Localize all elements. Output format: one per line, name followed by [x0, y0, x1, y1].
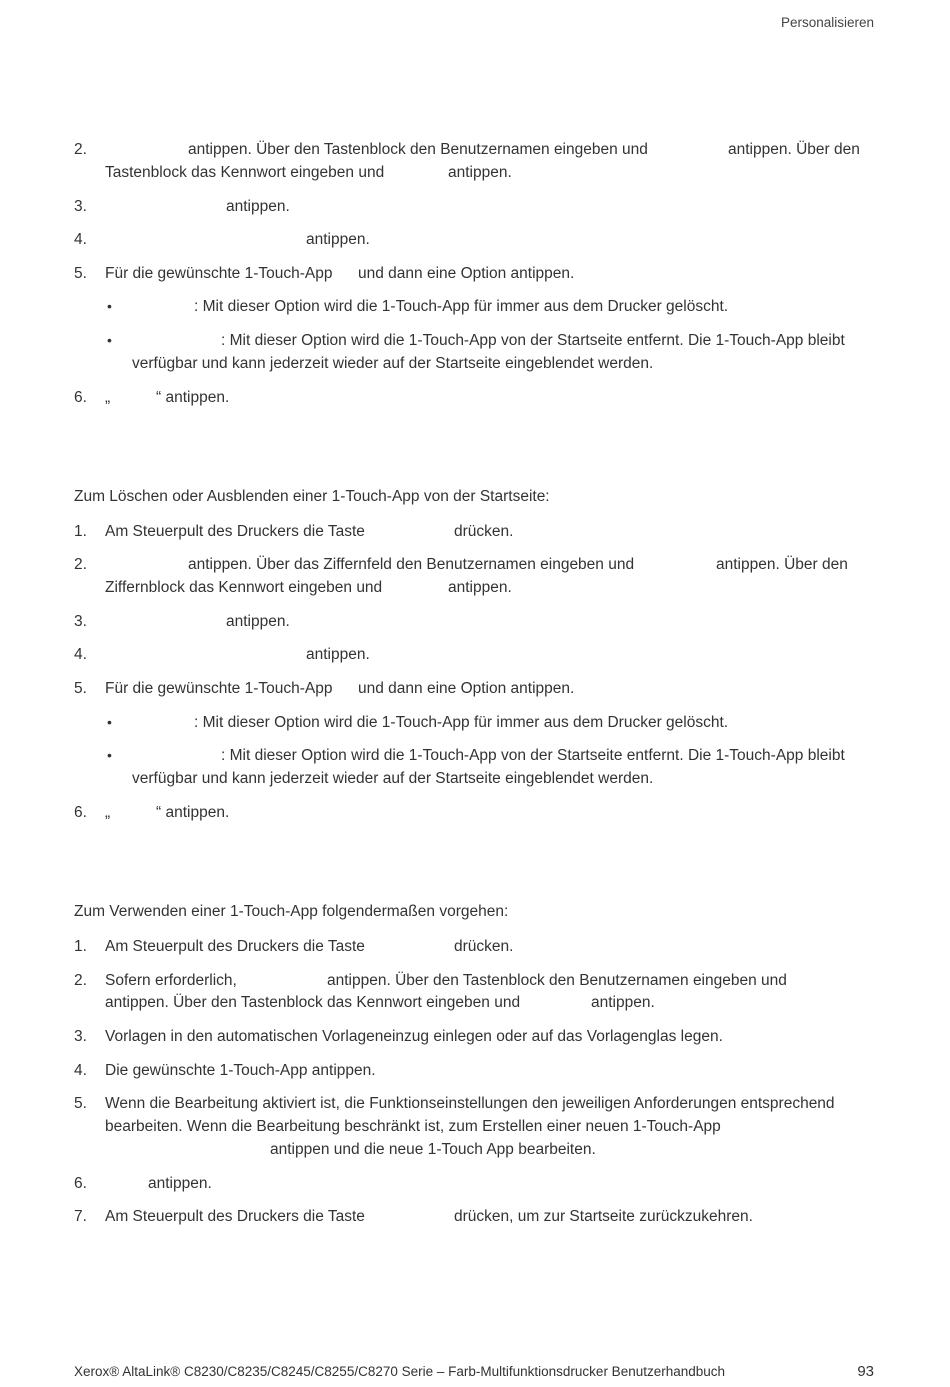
step-number: 2. [74, 556, 87, 573]
step-4-text: antippen. [306, 646, 370, 663]
step-number: 2. [74, 141, 87, 158]
bullet-2-text-a: : Mit dieser Option wird die 1-Touch-App von der Startseite entfernt. Die 1-Touch-App bleibt [221, 332, 845, 349]
step-number: 6. [74, 389, 87, 406]
step-number: 3. [74, 198, 87, 215]
page-number: 93 [857, 1363, 874, 1380]
step-2-text-c: Ziffernblock das Kennwort eingeben und [105, 579, 383, 596]
step-6-text: “ antippen. [156, 389, 230, 406]
step-number: 2. [74, 972, 87, 989]
step-6-quote-open: „ [105, 804, 111, 821]
step-4-text: Die gewünschte 1-Touch-App antippen. [105, 1062, 376, 1079]
step-number: 6. [74, 804, 87, 821]
step-2-text-d: antippen. [448, 579, 512, 596]
step-2-text-b: antippen. Über den [728, 141, 860, 158]
step-1-text-b: drücken. [454, 938, 514, 955]
step-2-text-d: antippen. [591, 994, 655, 1011]
section-intro: Zum Verwenden einer 1-Touch-App folgendermaßen vorgehen: [74, 903, 509, 920]
step-6-text: antippen. [148, 1175, 212, 1192]
step-3-text: Vorlagen in den automatischen Vorlageneinzug einlegen oder auf das Vorlagenglas legen. [105, 1028, 723, 1045]
step-2-text-d: antippen. [448, 164, 512, 181]
step-5-text-b: und dann eine Option antippen. [358, 265, 575, 282]
step-2-text-a: antippen. Über den Tastenblock den Benutzernamen eingeben und [188, 141, 648, 158]
step-2-text-b: antippen. Über den [716, 556, 848, 573]
bullet-1-text: : Mit dieser Option wird die 1-Touch-App für immer aus dem Drucker gelöscht. [194, 298, 729, 315]
step-number: 1. [74, 523, 87, 540]
bullet: • [107, 298, 112, 314]
step-number: 5. [74, 680, 87, 697]
step-number: 3. [74, 613, 87, 630]
step-2-text-c: Tastenblock das Kennwort eingeben und [105, 164, 385, 181]
bullet-2-text-a: : Mit dieser Option wird die 1-Touch-App von der Startseite entfernt. Die 1-Touch-App bleibt [221, 747, 845, 764]
step-2-text-a: Sofern erforderlich, [105, 972, 237, 989]
step-5-text-b: und dann eine Option antippen. [358, 680, 575, 697]
bullet-2-text-b: verfügbar und kann jederzeit wieder auf der Startseite eingeblendet werden. [132, 770, 654, 787]
section-intro: Zum Löschen oder Ausblenden einer 1-Touch-App von der Startseite: [74, 488, 550, 505]
step-number: 3. [74, 1028, 87, 1045]
step-5-text-a: Wenn die Bearbeitung aktiviert ist, die Funktionseinstellungen den jeweiligen Anforderungen entsprechend [105, 1095, 835, 1112]
step-number: 4. [74, 231, 87, 248]
step-number: 6. [74, 1175, 87, 1192]
bullet: • [107, 714, 112, 730]
bullet-1-text: : Mit dieser Option wird die 1-Touch-App für immer aus dem Drucker gelöscht. [194, 714, 729, 731]
running-header: Personalisieren [780, 15, 874, 30]
step-1-text-a: Am Steuerpult des Druckers die Taste [105, 523, 365, 540]
step-7-text-b: drücken, um zur Startseite zurückzukehren. [454, 1208, 753, 1225]
bullet: • [107, 747, 112, 763]
step-3-text: antippen. [226, 198, 290, 215]
step-1-text-b: drücken. [454, 523, 514, 540]
bullet: • [107, 332, 112, 348]
step-1-text-a: Am Steuerpult des Druckers die Taste [105, 938, 365, 955]
step-number: 1. [74, 938, 87, 955]
step-6-text: “ antippen. [156, 804, 230, 821]
step-number: 5. [74, 265, 87, 282]
step-6-quote-open: „ [105, 389, 111, 406]
step-7-text-a: Am Steuerpult des Druckers die Taste [105, 1208, 365, 1225]
step-number: 4. [74, 1062, 87, 1079]
step-number: 5. [74, 1095, 87, 1112]
step-4-text: antippen. [306, 231, 370, 248]
step-5-text-b: bearbeiten. Wenn die Bearbeitung beschränkt ist, zum Erstellen einer neuen 1-Touch-App [105, 1118, 721, 1135]
step-number: 7. [74, 1208, 87, 1225]
step-number: 4. [74, 646, 87, 663]
step-2-text-b: antippen. Über den Tastenblock den Benutzernamen eingeben und [327, 972, 787, 989]
bullet-2-text-b: verfügbar und kann jederzeit wieder auf der Startseite eingeblendet werden. [132, 355, 654, 372]
step-5-text-a: Für die gewünschte 1-Touch-App [105, 265, 333, 282]
step-2-text-c: antippen. Über den Tastenblock das Kennwort eingeben und [105, 994, 521, 1011]
step-2-text-a: antippen. Über das Ziffernfeld den Benutzernamen eingeben und [188, 556, 635, 573]
footer-title: Xerox® AltaLink® C8230/C8235/C8245/C8255/C8270 Serie – Farb-Multifunktionsdrucker Benutzerhandbuch [74, 1364, 726, 1379]
step-3-text: antippen. [226, 613, 290, 630]
step-5-text-a: Für die gewünschte 1-Touch-App [105, 680, 333, 697]
step-5-text-c: antippen und die neue 1-Touch App bearbeiten. [270, 1141, 596, 1158]
